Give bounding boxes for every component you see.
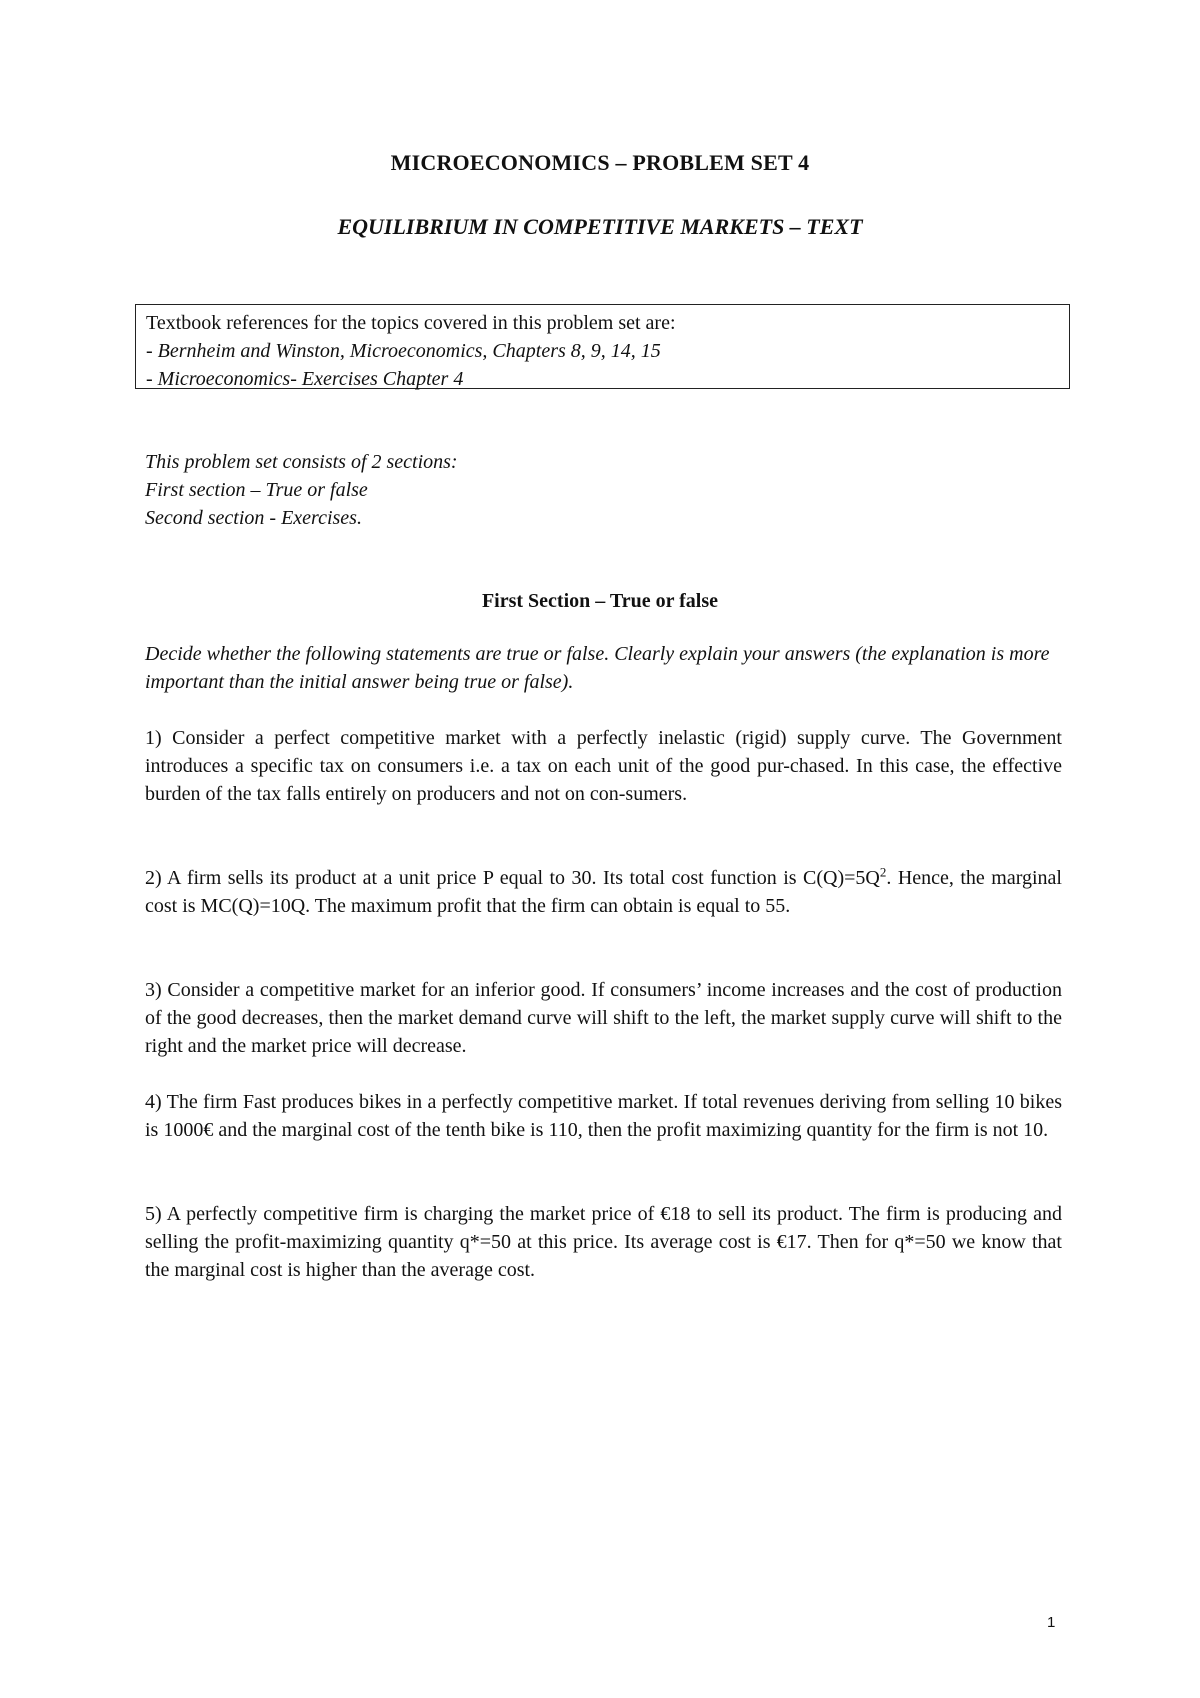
section-instructions: Decide whether the following statements are true or false. Clearly explain your answers (the explanation is more important than the initial answer being true or false). xyxy=(145,643,1050,693)
question-3: 3) Consider a competitive market for an inferior good. If consumers’ income increases and the cost of production of the good decreases, then the market demand curve will shift to the left, the market supply curve will shift to the right and the market price will decrease. xyxy=(145,979,1062,1057)
references-intro: Textbook references for the topics covered in this problem set are: xyxy=(146,312,676,334)
reference-item: - Microeconomics- Exercises Chapter 4 xyxy=(146,368,464,390)
page-number: 1 xyxy=(1047,1614,1056,1631)
textbook-references-box xyxy=(135,304,1070,389)
question-2 xyxy=(145,864,1062,920)
question-5: 5) A perfectly competitive firm is charging the market price of €18 to sell its product. The firm is producing and selling the profit-maximizing quantity q*=50 at this price. Its average cost is €17. Then for q*=50 we know that the marginal cost is higher than the average cost. xyxy=(145,1203,1062,1281)
reference-item: - Bernheim and Winston, Microeconomics, Chapters 8, 9, 14, 15 xyxy=(146,340,661,362)
exponent: 2 xyxy=(879,864,887,880)
question-2-text-continued: . Hence, the marginal cost is MC(Q)=10Q. The maximum profit that the firm can obtain is equal to 55. xyxy=(145,867,1062,917)
document-subtitle: EQUILIBRIUM IN COMPETITIVE MARKETS – TEXT xyxy=(337,214,863,239)
section-list-item: Second section - Exercises. xyxy=(145,507,362,529)
section-heading: First Section – True or false xyxy=(481,590,719,612)
sections-overview xyxy=(145,448,458,532)
section-list-item: First section – True or false xyxy=(145,479,368,501)
question-1: 1) Consider a perfect competitive market with a perfectly inelastic (rigid) supply curve. The Government introduces a specific tax on consumers i.e. a tax on each unit of the good pur-chased. In this case, the effective burden of the tax falls entirely on producers and not on con-sumers. xyxy=(145,727,1062,805)
question-4: 4) The firm Fast produces bikes in a perfectly competitive market. If total revenues deriving from selling 10 bikes is 1000€ and the marginal cost of the tenth bike is 110, then the profit maximizing quantity for the firm is not 10. xyxy=(145,1091,1062,1141)
sections-overview-intro: This problem set consists of 2 sections: xyxy=(145,451,458,473)
document-title: MICROECONOMICS – PROBLEM SET 4 xyxy=(390,150,810,175)
question-2-text: 2) A firm sells its product at a unit price P equal to 30. Its total cost function is C(Q)=5Q xyxy=(145,867,880,889)
